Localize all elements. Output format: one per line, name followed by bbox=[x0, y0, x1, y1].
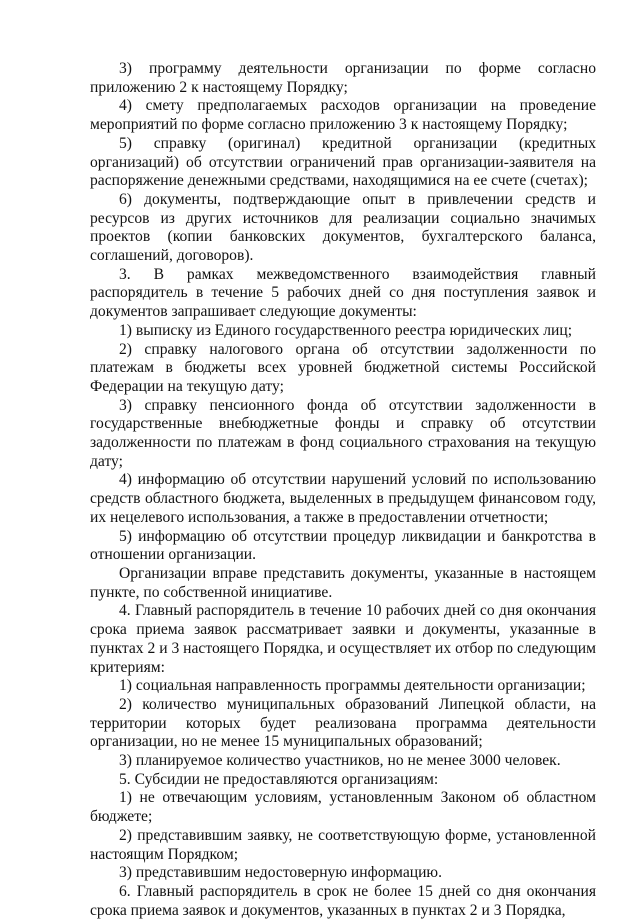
paragraph: 5) справку (оригинал) кредитной организации (кредитных организаций) об отсутствии ограничений прав организации-заявителя на распоряжение денежными средствами, находящимися на ее счете (счетах); bbox=[90, 134, 596, 190]
paragraph: 4. Главный распорядитель в течение 10 рабочих дней со дня окончания срока приема заявок рассматривает заявки и документы, указанные в пунктах 2 и 3 настоящего Порядка, и осуществляет их отбор по следующим критериям: bbox=[90, 602, 596, 676]
paragraph: 1) выписку из Единого государственного реестра юридических лиц; bbox=[119, 321, 573, 339]
paragraph: 5. Субсидии не предоставляются организациям: bbox=[119, 770, 439, 788]
paragraph: 2) справку налогового органа об отсутствии задолженности по платежам в бюджеты всех уровней бюджетной системы Российской Федерации на текущую дату; bbox=[90, 340, 596, 395]
paragraph: 2) представившим заявку, не соответствующую форме, установленной настоящим Порядком; bbox=[90, 826, 596, 863]
paragraph: 2) количество муниципальных образований Липецкой области, на территории которых будет реализована программа деятельности организации, но не менее 15 муниципальных образований; bbox=[90, 695, 596, 751]
paragraph: 3) программу деятельности организации по форме согласно приложению 2 к настоящему Порядку; bbox=[90, 60, 596, 96]
paragraph: 1) не отвечающим условиям, установленным Законом об областном бюджете; bbox=[90, 789, 596, 826]
paragraph: 4) информацию об отсутствии нарушений условий по использованию средств областного бюджета, выделенных в предыдущем финансовом году, их нецелевого использования, а также в предоставлении отчетности; bbox=[90, 471, 596, 526]
paragraph: 5) информацию об отсутствии процедур ликвидации и банкротства в отношении организации. bbox=[90, 527, 596, 564]
paragraph: 6) документы, подтверждающие опыт в привлечении средств и ресурсов из других источников для реализации социально значимых проектов (копии банковских документов, бухгалтерского баланса, соглашений, договоров). bbox=[90, 190, 596, 265]
paragraph: 3) справку пенсионного фонда об отсутствии задолженности в государственные внебюджетные фонды и справку об отсутствии задолженности по платежам в фонд социального страхования на текущую дату; bbox=[90, 396, 596, 470]
paragraph: 1) социальная направленность программы деятельности организации; bbox=[119, 677, 586, 695]
paragraph: 6. Главный распорядитель в срок не более 15 дней со дня окончания срока приема заявок и документов, указанных в пунктах 2 и 3 Порядка, bbox=[90, 882, 596, 919]
paragraph: Организации вправе представить документы, указанные в настоящем пункте, по собственной инициативе. bbox=[90, 564, 596, 601]
paragraph: 3) представившим недостоверную информацию. bbox=[119, 864, 442, 882]
paragraph: 3) планируемое количество участников, но не менее 3000 человек. bbox=[119, 752, 561, 770]
paragraph: 3. В рамках межведомственного взаимодействия главный распорядитель в течение 5 рабочих дней со дня поступления заявок и документов запрашивает следующие документы: bbox=[90, 265, 596, 321]
paragraph: 4) смету предполагаемых расходов организации на проведение мероприятий по форме согласно приложению 3 к настоящему Порядку; bbox=[90, 97, 596, 134]
document-body bbox=[90, 60, 596, 920]
